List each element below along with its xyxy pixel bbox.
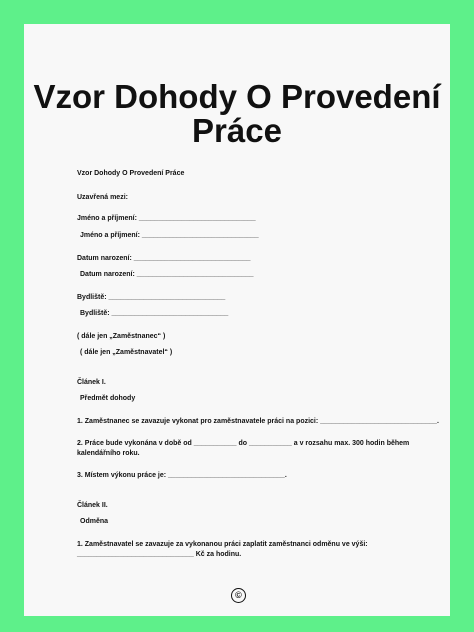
document-page xyxy=(24,24,450,616)
name-field-1: Jméno a příjmení: ______________________________ xyxy=(77,215,256,222)
name-field-2: Jméno a příjmení: ______________________________ xyxy=(80,232,259,239)
document-heading: Vzor Dohody O Provedení Práce xyxy=(77,170,185,177)
residence-field-2: Bydliště: ______________________________ xyxy=(80,310,229,317)
clause-1-2-line-1: 2. Práce bude vykonána v době od ___________ do ___________ a v rozsahu max. 300 hodin během xyxy=(77,440,410,447)
title-line-1: Vzor Dohody O Provedení xyxy=(33,78,441,115)
employee-designation: ( dále jen „Zaměstnanec“ ) xyxy=(77,333,166,340)
clause-2-1-line-1: 1. Zaměstnavatel se zavazuje za vykonanou práci zaplatit zaměstnanci odměnu ve výši: xyxy=(77,541,368,548)
page-title xyxy=(24,80,450,148)
birth-date-field-1: Datum narození: ______________________________ xyxy=(77,255,251,262)
article-2-title: Odměna xyxy=(80,518,109,525)
article-1-heading: Článek I. xyxy=(77,379,106,386)
clause-1-2-line-2: kalendářního roku. xyxy=(77,450,140,457)
concluded-between-label: Uzavřená mezi: xyxy=(77,194,128,201)
article-1-title: Předmět dohody xyxy=(80,395,136,402)
clause-2-1-line-2: ______________________________ Kč za hodinu. xyxy=(77,551,242,558)
copyright-icon: © xyxy=(231,588,246,603)
employer-designation: ( dále jen „Zaměstnavatel“ ) xyxy=(80,349,173,356)
residence-field-1: Bydliště: ______________________________ xyxy=(77,294,226,301)
article-2-heading: Článek II. xyxy=(77,502,108,509)
title-line-2: Práce xyxy=(192,112,282,149)
birth-date-field-2: Datum narození: ______________________________ xyxy=(80,271,254,278)
clause-1-1: 1. Zaměstnanec se zavazuje vykonat pro zaměstnavatele práci na pozici: ______________________________. xyxy=(77,418,439,425)
clause-1-3: 3. Místem výkonu práce je: ______________________________. xyxy=(77,472,287,479)
